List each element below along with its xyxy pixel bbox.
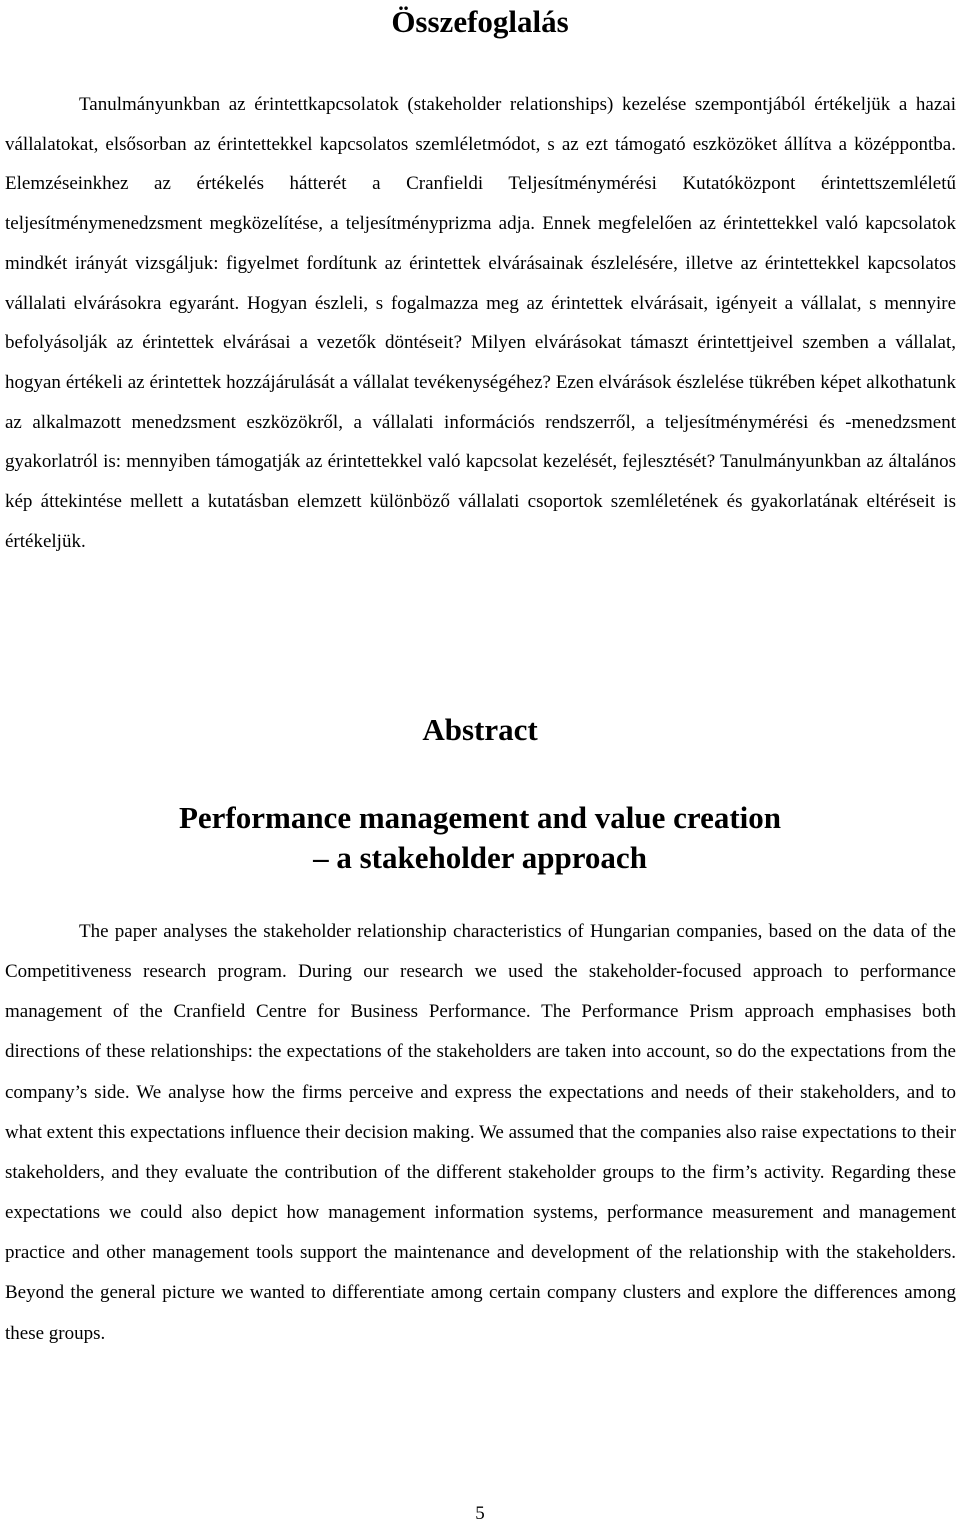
abstract-heading: Abstract — [422, 712, 538, 747]
paper-title-line-1: Performance management and value creation — [178, 800, 782, 835]
abstract-paragraph: The paper analyses the stakeholder relationship characteristics of Hungarian companies, based on the data of the Competitiveness research program. During our research we used the stakeholder-focused approach to performance management of the Cranfield Centre for Business Performance. The Performance Prism approach emphasises both directions of these relationships: the expectations of the stakeholders are taken into account, so do the expectations from the company’s side. We analyse how the firms perceive and express the expectations and needs of their stakeholders, and to what extent this expectations influence their decision making. We assumed that the companies also raise expectations to their stakeholders, and they evaluate the contribution of the different stakeholder groups to the firm’s activity. Regarding these expectations we could also depict how management information systems, performance measurement and management practice and other management tools support the maintenance and development of the relationship with the stakeholders. Beyond the general picture we wanted to differentiate among certain company clusters and explore the differences among these groups. — [5, 921, 957, 1344]
paper-title — [0, 798, 960, 878]
paper-title-line-2: – a stakeholder approach — [313, 840, 647, 875]
summary-paragraph: Tanulmányunkban az érintettkapcsolatok (stakeholder relationships) kezelése szempontjából értékeljük a hazai vállalatokat, elsősorban az érintettekkel kapcsolatos szemléletmódot, s az ezt támogató eszközöket állítva a középpontba. Elemzéseinkhez az értékelés hátterét a Cranfieldi Teljesítménymérési Kutatóközpont érintettszemléletű teljesítménymenedzsment megközelítése, a teljesítményprizma adja. Ennek megfelelően az érintettekkel való kapcsolatok mindkét irányát vizsgáljuk: figyelmet fordítunk az érintettek elvárásainak észlelésére, illetve az érintettekkel kapcsolatos vállalati elvárásokra egyaránt. Hogyan észleli, s fogalmazza meg az érintettek elvárásait, igényeit a vállalat, s mennyire befolyásolják az érintettek elvárásai a vezetők döntéseit? Milyen elvárásokat támaszt érintettjeivel szemben a vállalat, hogyan értékeli az érintettek hozzájárulását a vállalat tevékenységéhez? Ezen elvárások észlelése tükrében képet alkothatunk az alkalmazott menedzsment eszközökről, a vállalati információs rendszerről, a teljesítménymérési és -menedzsment gyakorlatról is: mennyiben támogatják az érintettekkel való kapcsolat kezelését, fejlesztését? Tanulmányunkban az általános kép áttekintése mellett a kutatásban elemzett különböző vállalati csoportok szemléletének és gyakorlatának eltéréseit is értékeljük. — [5, 94, 956, 552]
page-number: 5 — [475, 1503, 485, 1524]
summary-heading: Összefoglalás — [391, 4, 569, 39]
